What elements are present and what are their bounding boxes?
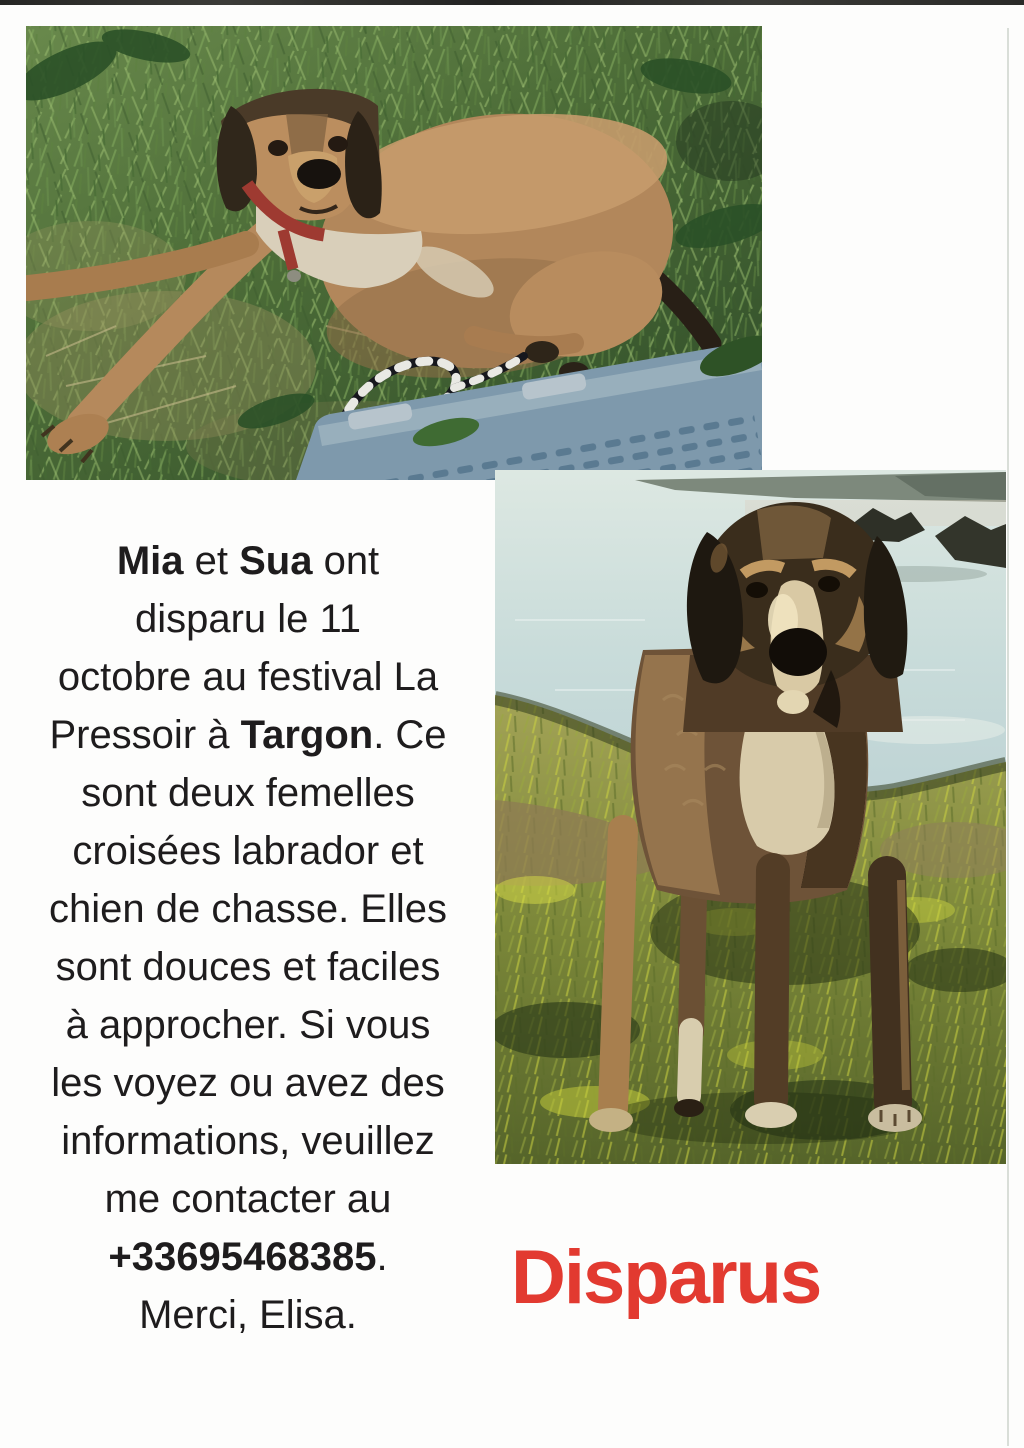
body-text-segment: à approcher. Si vous — [65, 1003, 431, 1047]
body-text-line — [28, 706, 468, 764]
body-text-segment: sont deux femelles — [81, 771, 415, 815]
body-text-line — [28, 822, 468, 880]
body-text-line — [28, 1286, 468, 1344]
body-text-line — [28, 1054, 468, 1112]
scan-artifact-top-strip — [0, 0, 1024, 5]
body-text-segment: les voyez ou avez des — [51, 1061, 445, 1105]
body-text-segment: +33695468385 — [108, 1235, 377, 1279]
body-text-line — [28, 648, 468, 706]
body-text-segment: croisées labrador et — [72, 829, 424, 873]
body-text-segment: me contacter au — [104, 1177, 392, 1221]
dog-lying-grass-illustration — [26, 26, 762, 480]
body-text-line — [28, 880, 468, 938]
body-text-segment: Sua — [239, 539, 313, 583]
photo-dog-standing-shore — [495, 470, 1006, 1164]
body-text-line — [28, 996, 468, 1054]
body-text-line — [28, 590, 468, 648]
body-text-segment: disparu le 11 — [134, 597, 362, 641]
poster-body-text — [28, 532, 468, 1344]
body-text-segment: Mia — [116, 539, 184, 583]
body-text-line — [28, 532, 468, 590]
body-text-segment: Targon — [240, 713, 374, 757]
body-text-segment: . Ce — [373, 713, 447, 757]
body-text-line — [28, 1112, 468, 1170]
scan-artifact-right-line — [1007, 28, 1009, 1446]
body-text-segment: octobre au festival La — [57, 655, 439, 699]
body-text-line — [28, 764, 468, 822]
body-text-segment: ont — [312, 539, 380, 583]
body-text-segment: et — [183, 539, 240, 583]
poster-title: Disparus — [511, 1235, 821, 1320]
body-text-segment: Merci, Elisa. — [139, 1293, 357, 1337]
body-text-segment: Pressoir à — [49, 713, 241, 757]
dog-standing-shore-illustration — [495, 470, 1006, 1164]
body-text-segment: chien de chasse. Elles — [48, 887, 447, 931]
photo-dog-lying-grass — [26, 26, 762, 480]
body-text-segment: informations, veuillez — [61, 1119, 435, 1163]
body-text-segment: sont douces et faciles — [55, 945, 441, 989]
body-text-line — [28, 1228, 468, 1286]
body-text-line — [28, 1170, 468, 1228]
body-text-segment: . — [376, 1235, 388, 1279]
body-text-line — [28, 938, 468, 996]
